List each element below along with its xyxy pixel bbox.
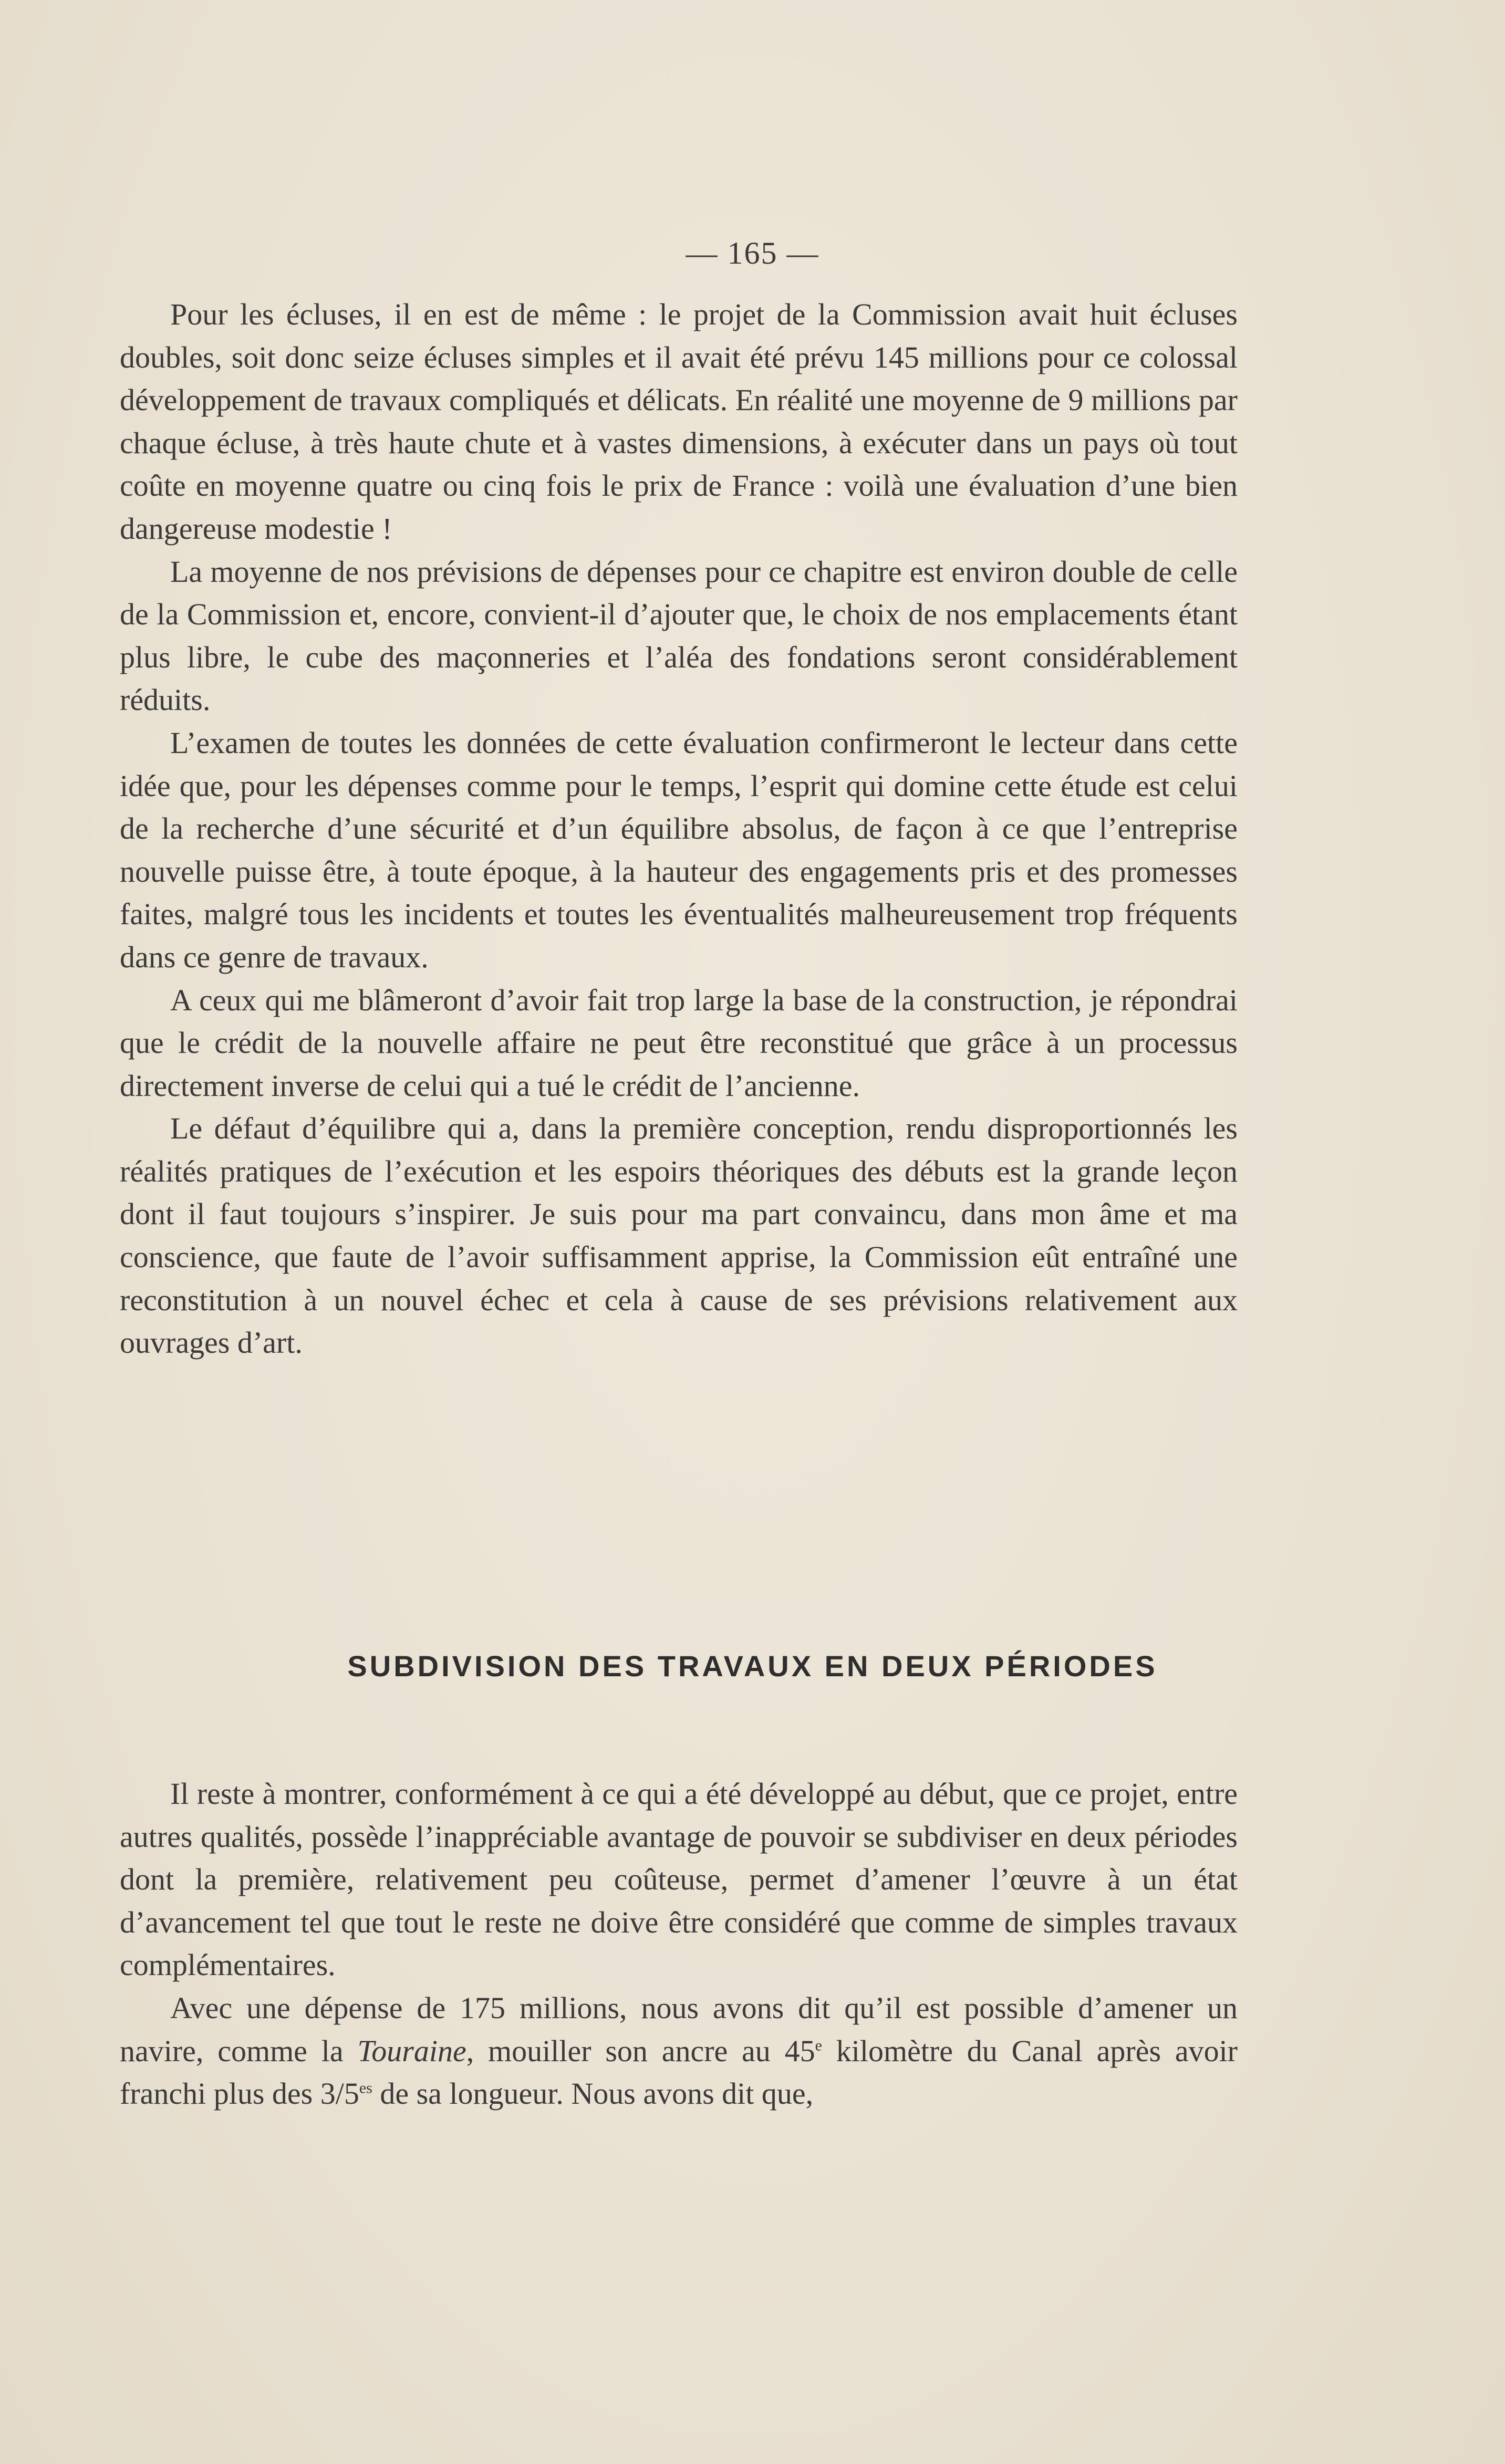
text-run: Avec une dépense de 175 millions, nous avons dit qu’il est possible d’amener un navire, comme la [120, 1990, 1238, 2068]
ordinal-superscript: e [815, 2037, 822, 2054]
page-number: — 165 — [686, 236, 819, 270]
paragraph: L’examen de toutes les données de cette évaluation confirmeront le lecteur dans cette idée que, pour les dépenses comme pour le temps, l’esprit qui domine cette étude est celui de la recherche d’une sécurité et d’un équilibre absolus, de façon à ce que l’entreprise nouvelle puisse être, à toute époque, à la hauteur des engagements pris et des promesses faites, malgré tous les incidents et toutes les éventualités malheureusement trop fréquents dans ce genre de travaux. [120, 725, 1238, 974]
paragraph: Le défaut d’équilibre qui a, dans la première conception, rendu disproportionnés les réalités pratiques de l’exécution et les espoirs théoriques des débuts est la grande leçon dont il faut toujours s’inspirer. Je suis pour ma part convaincu, dans mon âme et ma conscience, que faute de l’avoir suffisamment apprise, la Commission eût entraîné une reconstitution à un nouvel échec et cela à cause de ses prévisions relativement aux ouvrages d’art. [120, 1111, 1238, 1360]
text-run: kilomètre du Canal après avoir franchi plus des 3/5 [120, 2033, 1238, 2111]
ship-name: Touraine [357, 2033, 466, 2068]
paragraph: Pour les écluses, il en est de même : le projet de la Commission avait huit écluses doubles, soit donc seize écluses simples et il avait été prévu 145 millions pour ce colossal développement de travaux compliqués et délicats. En réalité une moyenne de 9 millions par chaque écluse, à très haute chute et à vastes dimensions, à exécuter dans un pays où tout coûte en moyenne quatre ou cinq fois le prix de France : voilà une évaluation d’une bien dangereuse modestie ! [120, 297, 1238, 546]
text-run: de sa longueur. Nous avons dit que, [372, 2076, 814, 2111]
paragraph [120, 1987, 1238, 2115]
paragraph: A ceux qui me blâmeront d’avoir fait trop large la base de la construction, je répondrai que le crédit de la nouvelle affaire ne peut être reconstitué que grâce à un processus directement inverse de celui qui a tué le crédit de l’ancienne. [120, 983, 1238, 1103]
paragraph: La moyenne de nos prévisions de dépenses pour ce chapitre est environ double de celle de la Commission et, encore, convient-il d’ajouter que, le choix de nos emplacements étant plus libre, le cube des maçonneries et l’aléa des fondations seront considérablement réduits. [120, 554, 1238, 717]
text-run: , mouiller son ancre au 45 [466, 2033, 815, 2068]
section-heading: SUBDIVISION DES TRAVAUX EN DEUX PÉRIODES [347, 1649, 1158, 1683]
paragraph: Il reste à montrer, conformément à ce qui a été développé au début, que ce projet, entre autres qualités, possède l’inappréciable avantage de pouvoir se subdiviser en deux périodes dont la première, relativement peu coûteuse, permet d’amener l’œuvre à un état d’avancement tel que tout le reste ne doive être considéré que comme de simples travaux complémentaires. [120, 1777, 1238, 1982]
text-column-bottom [120, 1772, 1238, 2115]
text-column-top [120, 293, 1238, 1364]
ordinal-superscript: es [359, 2079, 372, 2097]
